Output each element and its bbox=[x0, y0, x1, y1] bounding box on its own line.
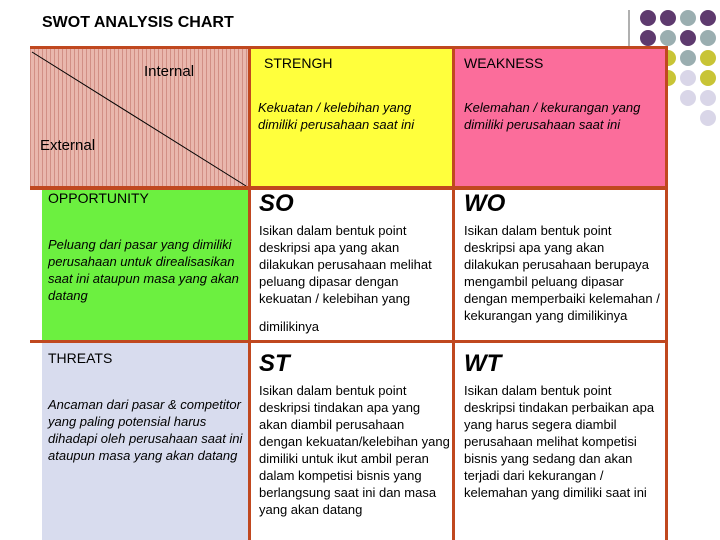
wo-label: WO bbox=[464, 190, 506, 217]
threats-heading: THREATS bbox=[48, 350, 113, 366]
strength-cell bbox=[249, 48, 452, 188]
threats-description: Ancaman dari pasar & competitor yang paling potensial harus dihadapi oleh perusahaan saat ini ataupun masa yang akan datang bbox=[48, 397, 243, 463]
external-label: External bbox=[40, 137, 96, 154]
threats-cell bbox=[42, 342, 248, 540]
corner-diagonal bbox=[30, 48, 248, 188]
weakness-cell bbox=[454, 48, 665, 188]
column-divider-2 bbox=[452, 46, 455, 540]
strength-description: Kekuatan / kelebihan yang dimiliki perusahaan saat ini bbox=[258, 100, 415, 132]
dot-icon bbox=[640, 10, 656, 26]
st-label: ST bbox=[259, 350, 290, 377]
weakness-heading: WEAKNESS bbox=[464, 55, 544, 71]
dot-icon bbox=[680, 70, 696, 86]
wt-description: Isikan dalam bentuk point deskripsi tindakan perbaikan apa yang harus segera diambil perusahaan melihat kompetisi bisnis yang sedang dan akan terjadi dari kekurangan / kelemahan yang dimiliki saat ini bbox=[464, 383, 655, 500]
dot-icon bbox=[700, 10, 716, 26]
dot-icon bbox=[660, 10, 676, 26]
internal-label: Internal bbox=[144, 63, 195, 80]
dot-icon bbox=[680, 10, 696, 26]
dot-icon bbox=[680, 30, 696, 46]
so-label: SO bbox=[259, 190, 294, 217]
row-divider-1 bbox=[30, 186, 667, 190]
dot-icon bbox=[700, 110, 716, 126]
top-border bbox=[30, 46, 667, 49]
dot-icon bbox=[680, 90, 696, 106]
dot-icon bbox=[700, 30, 716, 46]
wt-label: WT bbox=[464, 350, 502, 377]
right-border bbox=[665, 46, 668, 540]
dot-icon bbox=[640, 30, 656, 46]
so-description-end: dimilikinya bbox=[259, 319, 319, 334]
row-divider-2 bbox=[30, 340, 667, 343]
column-divider-1 bbox=[248, 46, 251, 540]
st-description: Isikan dalam bentuk point deskripsi tindakan apa yang akan diambil perusahaan dengan kekuatan/kelebihan yang dimiliki untuk ikut ambil peran dalam kompetisi bisnis yang berlangsung saat ini dan masa yang akan datang bbox=[259, 383, 450, 517]
dot-icon bbox=[700, 90, 716, 106]
dot-icon bbox=[660, 30, 676, 46]
chart-title: SWOT ANALYSIS CHART bbox=[42, 14, 234, 31]
dot-icon bbox=[680, 50, 696, 66]
so-description: Isikan dalam bentuk point deskripsi apa yang akan dilakukan perusahaan melihat peluang dipasar dengan kekuatan / kelebihan yang bbox=[259, 223, 432, 306]
corner-cell bbox=[30, 48, 248, 188]
dot-icon bbox=[700, 50, 716, 66]
dot-icon bbox=[700, 70, 716, 86]
weakness-description: Kelemahan / kekurangan yang dimiliki perusahaan saat ini bbox=[464, 100, 641, 132]
opportunity-cell bbox=[42, 188, 248, 340]
wo-description: Isikan dalam bentuk point deskripsi apa yang akan dilakukan perusahaan berupaya mengambil peluang dipasar dengan memperbaiki kelemahan / kekurangan yang dimilikinya bbox=[464, 223, 660, 323]
strength-heading: STRENGH bbox=[264, 55, 333, 71]
opportunity-heading: OPPORTUNITY bbox=[48, 190, 149, 206]
opportunity-description: Peluang dari pasar yang dimiliki perusahaan untuk direalisasikan saat ini ataupun masa yang akan datang bbox=[48, 237, 239, 303]
